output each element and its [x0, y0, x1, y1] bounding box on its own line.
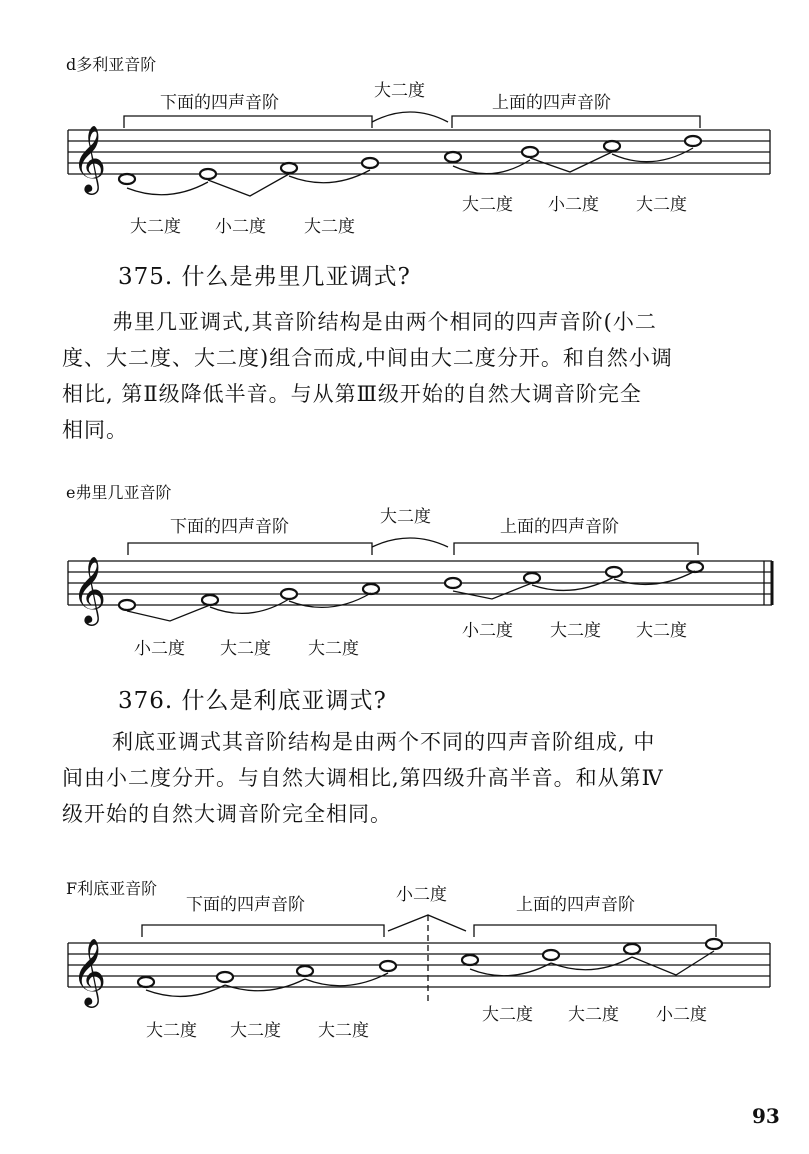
ex3-upper-interval-2: 大二度 — [568, 1005, 619, 1025]
ex2-upper-interval-1: 小二度 — [462, 621, 513, 641]
page-number: 93 — [752, 1104, 780, 1128]
q375-heading: 375. 什么是弗里几亚调式? — [118, 264, 411, 290]
q375-line-1: 弗里几亚调式,其音阶结构是由两个相同的四声音阶(小二 — [112, 310, 657, 334]
ex1-upper-interval-1: 大二度 — [462, 195, 513, 215]
ex1-staff — [0, 100, 809, 240]
ex2-staff — [0, 525, 809, 655]
ex3-title: F利底亚音阶 — [66, 879, 158, 898]
q376-heading: 376. 什么是利底亚调式? — [118, 688, 387, 714]
ex3-lower-tetrachord-label: 下面的四声音阶 — [186, 895, 305, 915]
ex1-lower-interval-1: 大二度 — [130, 217, 181, 237]
q376-line-1: 利底亚调式其音阶结构是由两个不同的四声音阶组成, 中 — [112, 730, 656, 754]
ex2-upper-interval-2: 大二度 — [550, 621, 601, 641]
ex3-lower-interval-2: 大二度 — [230, 1021, 281, 1041]
ex3-upper-tetrachord-label: 上面的四声音阶 — [516, 895, 635, 915]
ex2-upper-tetrachord-label: 上面的四声音阶 — [500, 517, 619, 537]
ex1-lower-interval-2: 小二度 — [215, 217, 266, 237]
ex2-upper-interval-3: 大二度 — [636, 621, 687, 641]
ex1-upper-interval-2: 小二度 — [548, 195, 599, 215]
ex2-title: e弗里几亚音阶 — [66, 483, 172, 502]
q375-line-3: 相比, 第Ⅱ级降低半音。与从第Ⅲ级开始的自然大调音阶完全 — [62, 382, 642, 406]
ex1-lower-tetrachord-label: 下面的四声音阶 — [160, 93, 279, 113]
q376-line-2: 间由小二度分开。与自然大调相比,第四级升高半音。和从第Ⅳ — [62, 766, 664, 790]
ex3-middle-interval-label: 小二度 — [396, 885, 447, 905]
ex3-upper-interval-3: 小二度 — [656, 1005, 707, 1025]
ex1-upper-interval-3: 大二度 — [636, 195, 687, 215]
ex2-lower-tetrachord-label: 下面的四声音阶 — [170, 517, 289, 537]
ex1-lower-interval-3: 大二度 — [304, 217, 355, 237]
treble-clef-icon: 𝄞 — [72, 124, 107, 192]
q375-line-2: 度、大二度、大二度)组合而成,中间由大二度分开。和自然小调 — [62, 346, 673, 370]
ex3-upper-interval-1: 大二度 — [482, 1005, 533, 1025]
treble-clef-icon: 𝄞 — [72, 555, 107, 623]
ex2-middle-interval-label: 大二度 — [380, 507, 431, 527]
treble-clef-icon: 𝄞 — [72, 937, 107, 1005]
ex2-lower-interval-2: 大二度 — [220, 639, 271, 659]
q375-line-4: 相同。 — [62, 418, 128, 442]
ex1-upper-tetrachord-label: 上面的四声音阶 — [492, 93, 611, 113]
ex3-lower-interval-1: 大二度 — [146, 1021, 197, 1041]
ex2-lower-interval-3: 大二度 — [308, 639, 359, 659]
ex3-lower-interval-3: 大二度 — [318, 1021, 369, 1041]
q376-line-3: 级开始的自然大调音阶完全相同。 — [62, 802, 392, 826]
ex2-lower-interval-1: 小二度 — [134, 639, 185, 659]
ex1-title: d多利亚音阶 — [66, 55, 157, 74]
ex1-middle-interval-label: 大二度 — [374, 81, 425, 101]
